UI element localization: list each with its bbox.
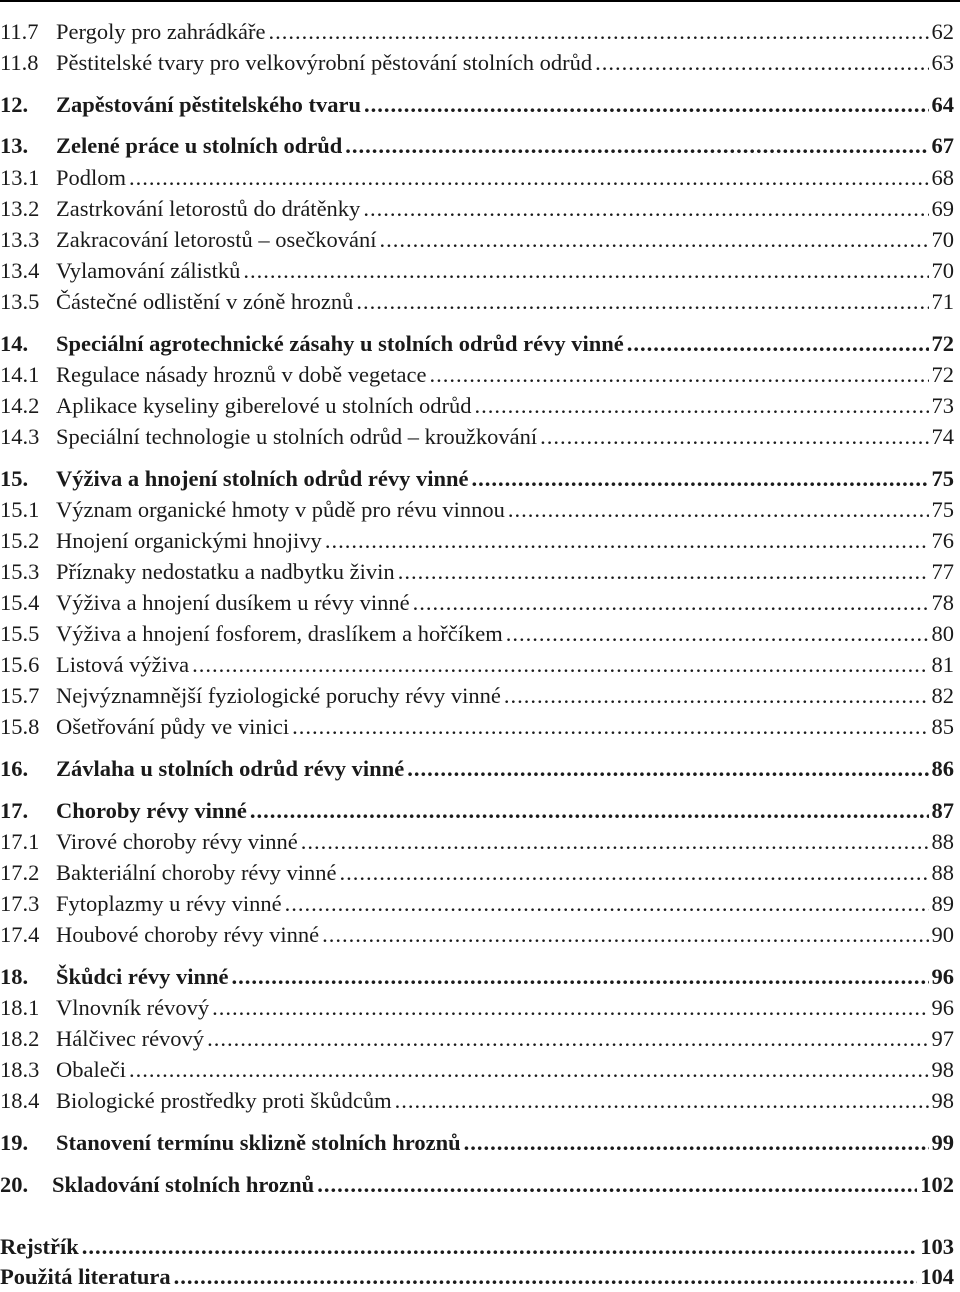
dot-leader [192,650,928,680]
toc-entry-number: 17.4 [0,922,40,947]
dot-leader [340,858,929,888]
toc-entry-number: 11.8 [0,50,39,75]
toc-entry-title: Nejvýznamnější fyziologické poruchy révy vinné [56,683,501,708]
toc-entry-number: 17. [0,798,29,823]
toc-entry-page-number: 86 [931,756,954,781]
toc-entry-title: Vlnovník révový [56,995,210,1020]
toc-entry-page-number: 77 [931,559,954,584]
dot-leader [292,712,928,742]
toc-entry-page-number: 85 [931,714,954,739]
dot-leader [174,1262,918,1292]
toc-entry-number: 15.7 [0,683,40,708]
toc-entry[interactable] [0,225,954,255]
dot-leader [356,287,928,317]
toc-entry-number: 15.5 [0,621,40,646]
toc-entry-page-number: 89 [931,891,954,916]
toc-entry-page-number: 88 [931,860,954,885]
dot-leader [243,256,928,286]
toc-entry-page-number: 81 [931,652,954,677]
toc-entry[interactable] [0,17,954,47]
toc-entry[interactable] [0,131,954,161]
toc-entry-number: 17.1 [0,829,40,854]
toc-entry-page-number: 74 [931,424,954,449]
toc-entry-title: Výživa a hnojení dusíkem u révy vinné [56,590,410,615]
toc-entry[interactable] [0,48,954,78]
toc-entry-page-number: 68 [931,165,954,190]
dot-leader [250,796,929,826]
toc-entry[interactable] [0,90,954,120]
toc-entry-page-number: 63 [931,50,954,75]
toc-entry[interactable] [0,287,954,317]
toc-entry-title: Význam organické hmoty v půdě pro révu vinnou [56,497,505,522]
toc-entry-number: 13. [0,133,29,158]
toc-entry[interactable] [0,962,954,992]
toc-entry-page-number: 98 [931,1088,954,1113]
toc-entry-title: Aplikace kyseliny giberelové u stolních odrůd [56,393,472,418]
toc-entry-number: 19. [0,1130,29,1155]
toc-entry-page-number: 71 [931,289,954,314]
toc-entry-number: 15.6 [0,652,40,677]
dot-leader [508,495,929,525]
toc-entry[interactable] [0,889,954,919]
toc-entry-number: 15. [0,466,29,491]
toc-entry[interactable] [0,712,954,742]
toc-entry-page-number: 96 [931,964,954,989]
toc-entry-page-number: 70 [931,258,954,283]
dot-leader [285,889,929,919]
toc-entry[interactable] [0,1262,954,1292]
dot-leader [429,360,928,390]
toc-entry-number: 15.1 [0,497,40,522]
toc-entry[interactable] [0,681,954,711]
toc-entry-title: Zakracování letorostů – osečkování [56,227,377,252]
toc-entry-title: Částečné odlistění v zóně hroznů [56,289,354,314]
toc-entry-title: Fytoplazmy u révy vinné [56,891,282,916]
dot-leader [413,588,929,618]
dot-leader [82,1232,918,1262]
toc-entry-number: 11.7 [0,19,39,44]
toc-entry[interactable] [0,1055,954,1085]
toc-entry-title: Hnojení organickými hnojivy [56,528,322,553]
toc-entry-number: 14.3 [0,424,40,449]
toc-entry-page-number: 80 [931,621,954,646]
dot-leader [322,920,928,950]
toc-entry-title: Houbové choroby révy vinné [56,922,320,947]
dot-leader [472,464,929,494]
toc-entry[interactable] [0,754,954,784]
toc-entry[interactable] [0,329,954,359]
toc-entry-page-number: 75 [931,466,954,491]
toc-entry-page-number: 96 [931,995,954,1020]
toc-entry-page-number: 103 [920,1234,954,1259]
toc-entry-title: Obaleči [56,1057,126,1082]
toc-entry-title: Vylamování zálistků [56,258,241,283]
toc-entry[interactable] [0,1128,954,1158]
toc-entry-number: 20. [0,1172,29,1197]
dot-leader [364,90,928,120]
toc-entry-number: 13.1 [0,165,40,190]
dot-leader [627,329,929,359]
toc-entry-page-number: 62 [931,19,954,44]
toc-entry-page-number: 70 [931,227,954,252]
toc-entry[interactable] [0,588,954,618]
toc-entry-page-number: 97 [931,1026,954,1051]
dot-leader [380,225,929,255]
dot-leader [464,1128,929,1158]
toc-entry[interactable] [0,526,954,556]
toc-entry-page-number: 82 [931,683,954,708]
toc-entry-page-number: 90 [931,922,954,947]
toc-entry-number: 17.2 [0,860,40,885]
toc-entry[interactable] [0,464,954,494]
toc-entry-title: Výživa a hnojení stolních odrůd révy vinné [56,466,469,491]
toc-entry-title: Zastrkování letorostů do drátěnky [56,196,361,221]
toc-entry[interactable] [0,256,954,286]
toc-entry[interactable] [0,360,954,390]
toc-entry-title: Regulace násady hroznů v době vegetace [56,362,427,387]
toc-entry-title: Hálčivec révový [56,1026,205,1051]
toc-entry-page-number: 72 [931,331,954,356]
toc-entry-title: Biologické prostředky proti škůdcům [56,1088,392,1113]
toc-entry-number: 15.4 [0,590,40,615]
toc-entry-number: 18. [0,964,29,989]
toc-entry[interactable] [0,920,954,950]
toc-entry-number: 14. [0,331,29,356]
toc-entry-page-number: 99 [931,1130,954,1155]
toc-entry-number: 14.2 [0,393,40,418]
dot-leader [345,131,928,161]
toc-entry-title: Zelené práce u stolních odrůd [56,133,343,158]
toc-entry-title: Zapěstování pěstitelského tvaru [56,92,362,117]
toc-entry-title: Skladování stolních hroznů [52,1172,315,1197]
toc-entry-number: 14.1 [0,362,40,387]
toc-entry-number: 12. [0,92,29,117]
toc-entry[interactable] [0,194,954,224]
toc-entry-number: 18.4 [0,1088,40,1113]
toc-entry-title: Stanovení termínu sklizně stolních hroznů [56,1130,461,1155]
toc-entry-title: Podlom [56,165,127,190]
toc-entry-page-number: 69 [931,196,954,221]
dot-leader [212,993,928,1023]
toc-entry[interactable] [0,1086,954,1116]
toc-entry-number: 15.8 [0,714,40,739]
toc-entry-number: 16. [0,756,29,781]
toc-entry[interactable] [0,650,954,680]
toc-entry[interactable] [0,619,954,649]
toc-entry[interactable] [0,391,954,421]
toc-entry-number: 13.2 [0,196,40,221]
dot-leader [595,48,928,78]
toc-entry-page-number: 64 [931,92,954,117]
toc-entry-page-number: 76 [931,528,954,553]
toc-entry[interactable] [0,796,954,826]
toc-entry-title: Ošetřování půdy ve vinici [56,714,290,739]
toc-entry-page-number: 75 [931,497,954,522]
toc-entry-page-number: 78 [931,590,954,615]
dot-leader [504,681,929,711]
dot-leader [395,1086,929,1116]
toc-entry-title: Pergoly pro zahrádkáře [56,19,266,44]
toc-entry-title: Virové choroby révy vinné [56,829,298,854]
dot-leader [232,962,929,992]
toc-entry[interactable] [0,858,954,888]
toc-entry-page-number: 102 [920,1172,954,1197]
dot-leader [269,17,929,47]
toc-entry-number: 13.3 [0,227,40,252]
toc-entry-number: 18.2 [0,1026,40,1051]
toc-entry-number: 13.5 [0,289,40,314]
toc-entry[interactable] [0,1232,954,1262]
toc-entry-number: 15.2 [0,528,40,553]
toc-entry-title: Listová výživa [56,652,190,677]
toc-entry[interactable] [0,993,954,1023]
toc-entry-number: 18.3 [0,1057,40,1082]
toc-entry-page-number: 87 [931,798,954,823]
dot-leader [506,619,929,649]
toc-entry-title: Použitá literatura [0,1264,171,1289]
toc-entry-title: Bakteriální choroby révy vinné [56,860,337,885]
toc-entry[interactable] [0,163,954,193]
toc-entry[interactable] [0,827,954,857]
dot-leader [207,1024,928,1054]
dot-leader [475,391,929,421]
toc-entry-title: Závlaha u stolních odrůd révy vinné [56,756,405,781]
toc-entry[interactable] [0,495,954,525]
toc-entry-title: Speciální technologie u stolních odrůd – kroužkování [56,424,538,449]
toc-entry-title: Choroby révy vinné [56,798,247,823]
toc-entry-number: 17.3 [0,891,40,916]
toc-entry-number: 15.3 [0,559,40,584]
toc-entry-page-number: 72 [931,362,954,387]
toc-entry-title: Pěstitelské tvary pro velkovýrobní pěstování stolních odrůd [56,50,593,75]
toc-entry-number: 13.4 [0,258,40,283]
toc-entry[interactable] [0,422,954,452]
dot-leader [129,163,928,193]
dot-leader [363,194,928,224]
dot-leader [540,422,928,452]
dot-leader [129,1055,929,1085]
toc-entry-title: Příznaky nedostatku a nadbytku živin [56,559,395,584]
toc-entry[interactable] [0,1170,954,1200]
dot-leader [301,827,929,857]
dot-leader [407,754,928,784]
toc-entry-title: Speciální agrotechnické zásahy u stolních odrůd révy vinné [56,331,624,356]
toc-entry-number: 18.1 [0,995,40,1020]
toc-entry-page-number: 98 [931,1057,954,1082]
toc-entry-page-number: 73 [931,393,954,418]
dot-leader [325,526,929,556]
top-rule [0,0,960,2]
toc-entry-title: Rejstřík [0,1234,79,1259]
toc-entry-page-number: 67 [931,133,954,158]
toc-entry-title: Škůdci révy vinné [56,964,229,989]
toc-entry[interactable] [0,1024,954,1054]
toc-entry-page-number: 88 [931,829,954,854]
toc-entry-title: Výživa a hnojení fosforem, draslíkem a hořčíkem [56,621,503,646]
toc-entry-page-number: 104 [920,1264,954,1289]
toc-entry[interactable] [0,557,954,587]
dot-leader [398,557,929,587]
dot-leader [317,1170,917,1200]
